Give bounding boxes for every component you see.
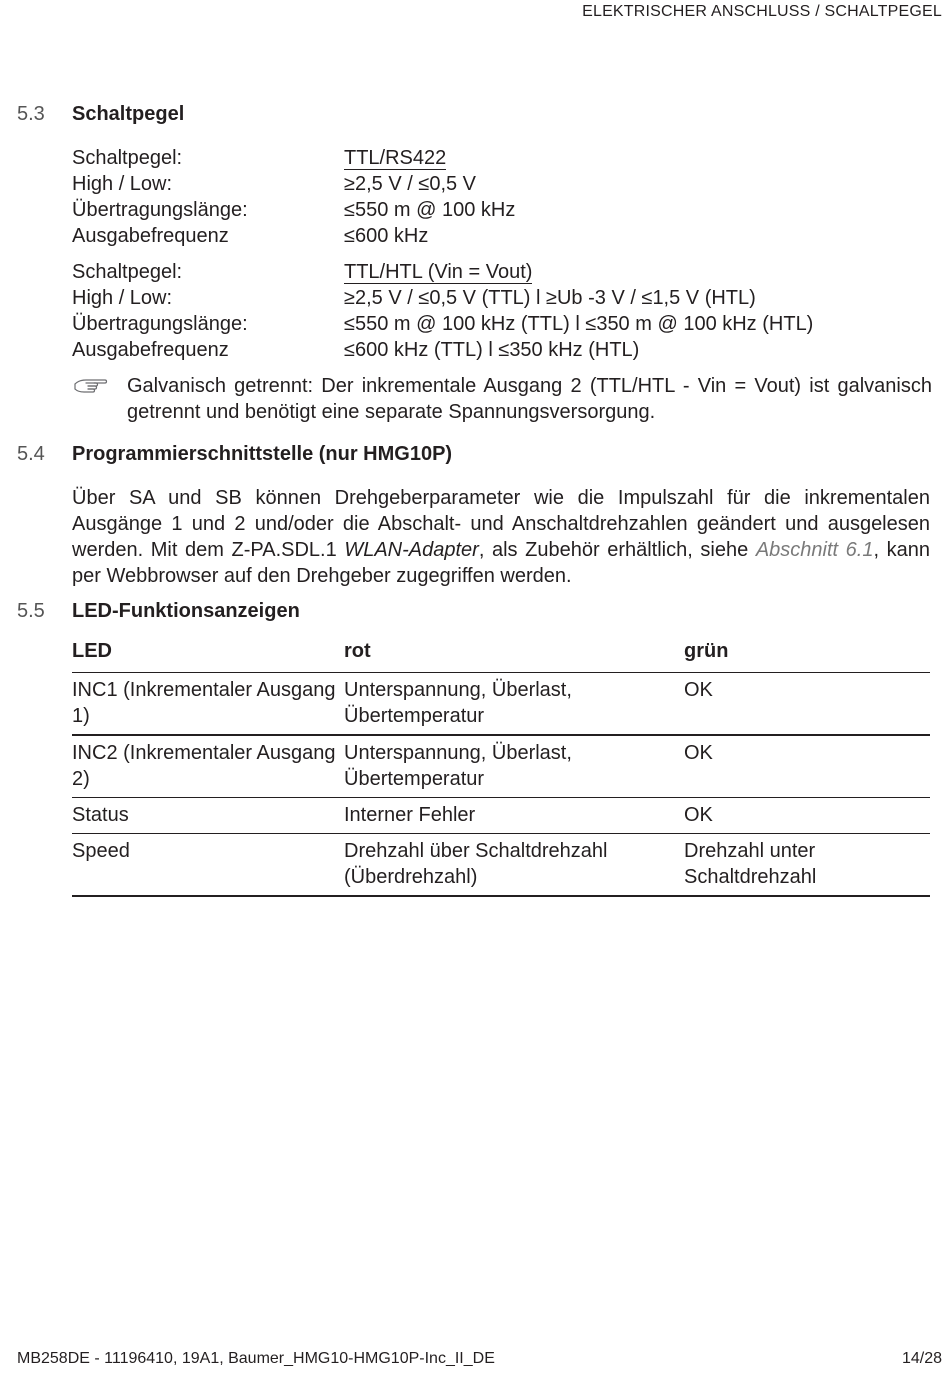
spec-value: ≥2,5 V / ≤0,5 V (TTL) l ≥Ub -3 V / ≤1,5 V (HTL) bbox=[344, 287, 756, 309]
spec-row bbox=[72, 171, 932, 197]
section-number: 5.4 bbox=[17, 443, 45, 465]
spec-value: ≥2,5 V / ≤0,5 V bbox=[344, 173, 477, 195]
paragraph-text: , kann per Webbrowser auf den Drehgeber zugegriffen werden. bbox=[72, 539, 931, 587]
spec-row bbox=[72, 145, 932, 171]
paragraph-text: Über SA und SB können Drehgeberparameter wie die Impulszahl für die inkrementalen Ausgänge 1 und 2 und/oder die Abschalt- und Anschaltdrehzahlen geändert und ausgelesen werden. Mit dem Z-PA.SDL.1 bbox=[72, 487, 930, 561]
table-cell: OK bbox=[684, 735, 930, 798]
product-name: WLAN-Adapter bbox=[344, 539, 479, 561]
spec-label: Ausgabefrequenz bbox=[72, 339, 229, 361]
paragraph-text: , als Zubehör erhältlich, siehe bbox=[478, 539, 756, 561]
spec-value: ≤550 m @ 100 kHz (TTL) l ≤350 m @ 100 kHz (HTL) bbox=[344, 313, 814, 335]
running-header: ELEKTRISCHER ANSCHLUSS / SCHALTPEGEL bbox=[582, 3, 942, 20]
table-cell: Unterspannung, Überlast, Übertemperatur bbox=[344, 673, 684, 736]
table-cell: INC2 (Inkrementaler Ausgang 2) bbox=[72, 735, 344, 798]
spec-row bbox=[72, 337, 932, 363]
spec-value: ≤600 kHz bbox=[344, 225, 429, 247]
spec-label: Schaltpegel: bbox=[72, 261, 183, 283]
column-header-led: LED bbox=[72, 640, 344, 673]
table-cell: Drehzahl unter Schaltdrehzahl bbox=[684, 834, 930, 897]
programming-interface-paragraph bbox=[72, 485, 930, 589]
table-row bbox=[72, 673, 930, 736]
spec-label: High / Low: bbox=[72, 173, 173, 195]
spec-row bbox=[72, 285, 932, 311]
spec-value: TTL/HTL (Vin = Vout) bbox=[344, 261, 533, 283]
table-cell: Status bbox=[72, 798, 344, 834]
table-cell: INC1 (Inkrementaler Ausgang 1) bbox=[72, 673, 344, 736]
table-cell: Speed bbox=[72, 834, 344, 897]
spec-list-ttl-htl bbox=[72, 259, 932, 363]
table-row bbox=[72, 798, 930, 834]
note-text: Galvanisch getrennt: Der inkrementale Ausgang 2 (TTL/HTL - Vin = Vout) ist galvanisch getrennt und benötigt eine separate Spannungsversorgung. bbox=[127, 375, 932, 423]
table-header-row bbox=[72, 640, 930, 673]
spec-label: Schaltpegel: bbox=[72, 147, 183, 169]
spec-value: ≤550 m @ 100 kHz bbox=[344, 199, 516, 221]
spec-label: Übertragungslänge: bbox=[72, 313, 248, 335]
table-cell: OK bbox=[684, 798, 930, 834]
column-header-green: grün bbox=[684, 640, 930, 673]
spec-row bbox=[72, 259, 932, 285]
table-cell: Unterspannung, Überlast, Übertemperatur bbox=[344, 735, 684, 798]
pointing-hand-icon bbox=[72, 373, 112, 399]
section-number: 5.5 bbox=[17, 600, 45, 622]
led-function-table bbox=[72, 640, 930, 897]
spec-label: High / Low: bbox=[72, 287, 173, 309]
spec-value: TTL/RS422 bbox=[344, 147, 447, 169]
section-title: Schaltpegel bbox=[72, 103, 185, 125]
section-title: LED-Funktionsanzeigen bbox=[72, 600, 300, 622]
spec-label: Übertragungslänge: bbox=[72, 199, 248, 221]
table-cell: OK bbox=[684, 673, 930, 736]
footer-document-reference: MB258DE - 11196410, 19A1, Baumer_HMG10-HMG10P-Inc_II_DE bbox=[17, 1350, 495, 1367]
spec-label: Ausgabefrequenz bbox=[72, 225, 229, 247]
page-number: 14/28 bbox=[901, 1350, 942, 1367]
table-row bbox=[72, 834, 930, 897]
spec-row bbox=[72, 223, 932, 249]
note-galvanic-isolation bbox=[72, 373, 932, 425]
spec-value: ≤600 kHz (TTL) l ≤350 kHz (HTL) bbox=[344, 339, 640, 361]
section-reference-link[interactable]: Abschnitt 6.1 bbox=[755, 539, 874, 561]
spec-row bbox=[72, 311, 932, 337]
column-header-red: rot bbox=[344, 640, 684, 673]
section-number: 5.3 bbox=[17, 103, 45, 125]
table-cell: Drehzahl über Schaltdrehzahl (Überdrehzahl) bbox=[344, 834, 684, 897]
section-title: Programmierschnittstelle (nur HMG10P) bbox=[72, 443, 453, 465]
table-cell: Interner Fehler bbox=[344, 798, 684, 834]
table-row bbox=[72, 735, 930, 798]
spec-list-ttl-rs422 bbox=[72, 145, 932, 249]
spec-row bbox=[72, 197, 932, 223]
